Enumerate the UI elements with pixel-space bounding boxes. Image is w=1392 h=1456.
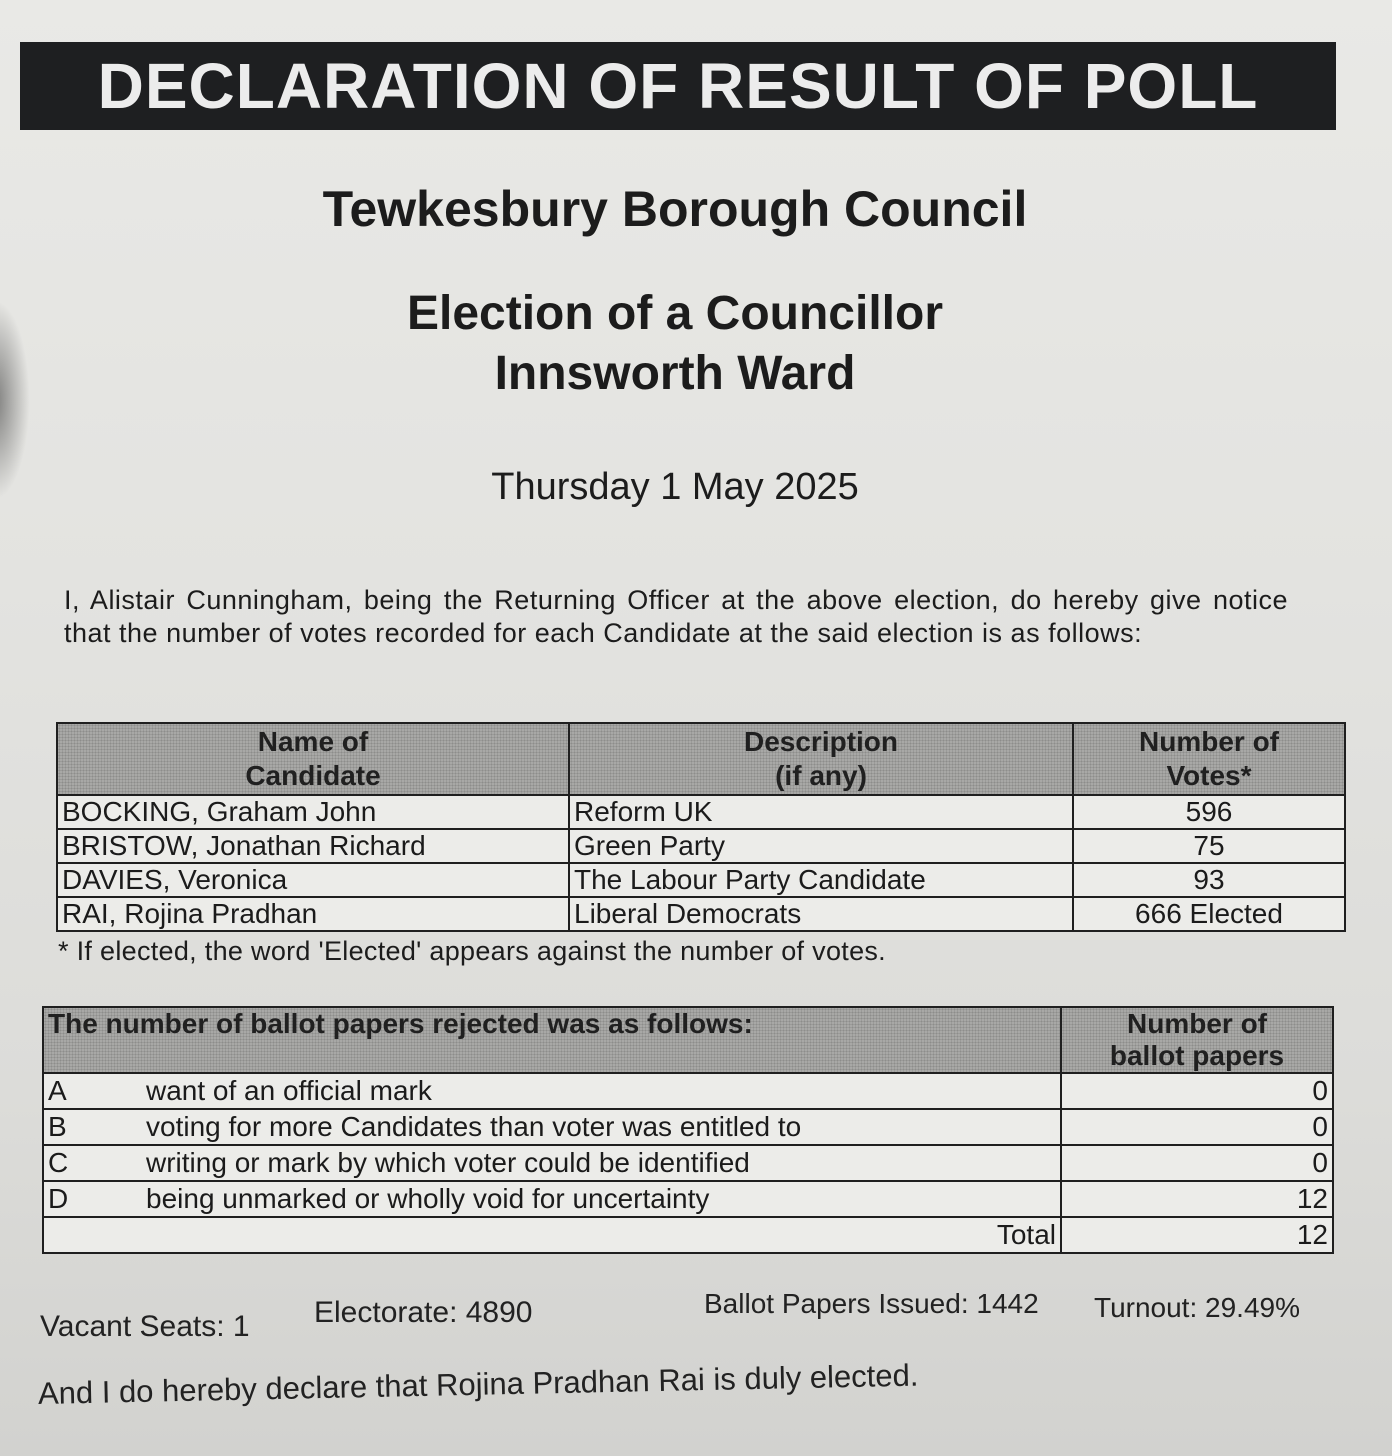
- election-date: Thursday 1 May 2025: [491, 466, 859, 508]
- council-name: Tewkesbury Borough Council: [322, 181, 1028, 237]
- header-candidate-line1: Name of: [257, 726, 369, 757]
- reason-count: 0: [1061, 1145, 1333, 1181]
- intro-paragraph: I, Alistair Cunningham, being the Returning Officer at the above election, do hereby give notice that the number of votes recorded for each Candidate at the said election is as follows:: [64, 585, 1288, 648]
- candidate-description: Green Party: [569, 829, 1073, 863]
- reason-count: 12: [1061, 1181, 1333, 1217]
- header-ballot-count-line1: Number of: [1127, 1008, 1267, 1039]
- results-table: [56, 722, 1346, 932]
- candidate-description: Liberal Democrats: [569, 897, 1073, 931]
- total-row: [43, 1217, 1333, 1253]
- header-description-line1: Description: [743, 726, 899, 757]
- candidate-votes: 596: [1073, 795, 1345, 829]
- declaration-statement: And I do hereby declare that Rojina Pradhan Rai is duly elected.: [37, 1357, 919, 1411]
- rejected-ballots-table: [42, 1006, 1334, 1254]
- candidate-description: The Labour Party Candidate: [569, 863, 1073, 897]
- candidate-votes: 93: [1073, 863, 1345, 897]
- reason-count: 0: [1061, 1109, 1333, 1145]
- table-row: [43, 1109, 1333, 1145]
- header-candidate-line2: Candidate: [245, 760, 381, 791]
- table-row: [57, 897, 1345, 931]
- candidate-name: BRISTOW, Jonathan Richard: [57, 829, 569, 863]
- candidate-description: Reform UK: [569, 795, 1073, 829]
- header-ballot-count: [1061, 1007, 1333, 1073]
- results-header-row: [57, 723, 1345, 795]
- header-votes-line2: Votes*: [1166, 760, 1252, 791]
- elected-footnote: * If elected, the word 'Elected' appears against the number of votes.: [58, 936, 886, 966]
- reason-text: being unmarked or wholly void for uncertainty: [142, 1181, 1061, 1217]
- reason-letter: B: [43, 1109, 142, 1145]
- header-votes-line1: Number of: [1139, 726, 1279, 757]
- reason-text: voting for more Candidates than voter was entitled to: [142, 1109, 1061, 1145]
- reason-letter: D: [43, 1181, 142, 1217]
- header-candidate: [57, 723, 569, 795]
- total-value: 12: [1061, 1217, 1333, 1253]
- total-label: Total: [43, 1217, 1061, 1253]
- header-ballot-count-line2: ballot papers: [1109, 1040, 1285, 1071]
- candidate-name: BOCKING, Graham John: [57, 795, 569, 829]
- table-row: [43, 1073, 1333, 1109]
- candidate-votes: 75: [1073, 829, 1345, 863]
- candidate-name: RAI, Rojina Pradhan: [57, 897, 569, 931]
- header-description: [569, 723, 1073, 795]
- table-row: [57, 795, 1345, 829]
- header-description-line2: (if any): [775, 760, 867, 791]
- reason-text: want of an official mark: [142, 1073, 1061, 1109]
- candidate-votes: 666 Elected: [1073, 897, 1345, 931]
- header-rejected-reason: The number of ballot papers rejected was as follows:: [43, 1007, 1061, 1073]
- table-row: [43, 1145, 1333, 1181]
- reason-letter: C: [43, 1145, 142, 1181]
- ward-name: Innsworth Ward: [494, 347, 856, 400]
- reason-count: 0: [1061, 1073, 1333, 1109]
- declaration-banner: DECLARATION OF RESULT OF POLL: [20, 42, 1336, 130]
- election-title: Election of a Councillor: [406, 287, 944, 340]
- table-row: [57, 829, 1345, 863]
- table-row: [43, 1181, 1333, 1217]
- vacant-seats: Vacant Seats: 1: [40, 1310, 250, 1343]
- ballot-papers-issued: Ballot Papers Issued: 1442: [704, 1288, 1039, 1319]
- electorate: Electorate: 4890: [314, 1296, 533, 1329]
- reason-text: writing or mark by which voter could be identified: [142, 1145, 1061, 1181]
- header-votes: [1073, 723, 1345, 795]
- candidate-name: DAVIES, Veronica: [57, 863, 569, 897]
- turnout: Turnout: 29.49%: [1094, 1292, 1300, 1323]
- reason-letter: A: [43, 1073, 142, 1109]
- rejected-header-row: [43, 1007, 1333, 1073]
- table-row: [57, 863, 1345, 897]
